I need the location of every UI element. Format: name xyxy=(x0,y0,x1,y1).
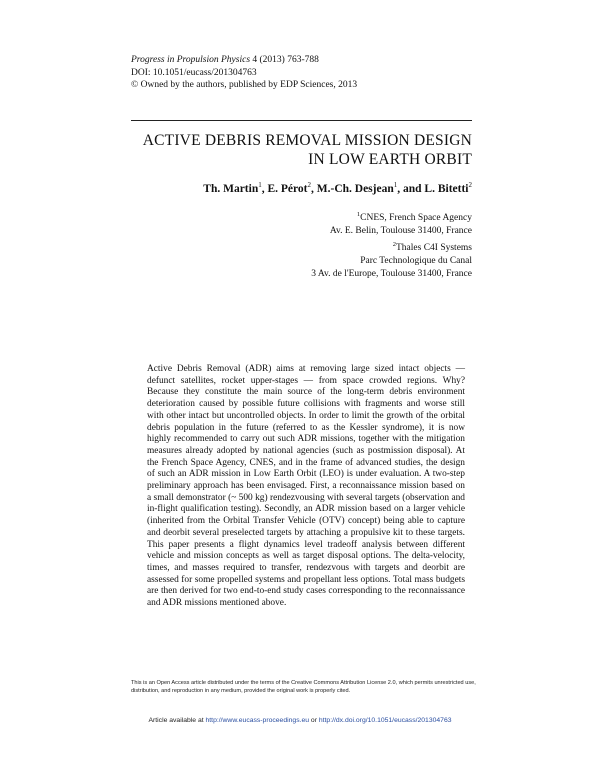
doi-line: DOI: 10.1051/eucass/201304763 xyxy=(131,67,257,78)
title-rule xyxy=(131,120,472,121)
affiliation-2-address-line-1: Parc Technologique du Canal xyxy=(360,256,472,267)
title-line-2: IN LOW EARTH ORBIT xyxy=(308,151,472,168)
author-name: Th. Martin xyxy=(203,182,259,195)
author-affiliation-mark: 2 xyxy=(468,181,472,189)
affiliation-2-name: $^2$Thales C4I Systems xyxy=(392,241,472,254)
affiliations xyxy=(131,208,472,281)
author-name: L. Bitetti xyxy=(424,182,469,195)
author-list: Th. Martin$^1$, E. Pérot$^2$, M.-Ch. Desjean$^1$, and L. Bitetti$^2$ xyxy=(203,181,472,195)
author-name: E. Pérot xyxy=(267,182,308,195)
affiliation-mark: 1 xyxy=(356,211,361,218)
author-affiliation-mark: 1 xyxy=(258,181,262,189)
journal-header xyxy=(131,54,357,92)
affiliation-1-address: Av. E. Belin, Toulouse 31400, France xyxy=(329,226,472,237)
citation-volume-pages: 4 (2013) 763-788 xyxy=(250,55,319,65)
abstract-text: Active Debris Removal (ADR) aims at removing large sized intact objects — defunct satellites, rocket upper-stages — from space crowded regions. Why? Because they constitute the main source of the long-term debris environment deterioration caused by possible future collisions with fragments and worse still with other intact but uncontrolled objects. In order to limit the growth of the orbital debris population in the future (referred to as the Kessler syndrome), it is now highly recommended to carry out such ADR missions, together with the mitigation measures already adopted by national agencies (such as postmission disposal). At the French Space Agency, CNES, and in the frame of advanced studies, the design of such an ADR mission in Low Earth Orbit (LEO) is under evaluation. A two-step preliminary approach has been envisaged. First, a reconnaissance mission based on a small demonstrator (~ 500 kg) rendezvousing with several targets (observation and in-flight qualification testing). Secondly, an ADR mission based on a larger vehicle (inherited from the Orbital Transfer Vehicle (OTV) concept) being able to capture and deorbit several preselected targets by attaching a propulsive kit to these targets. This paper presents a flight dynamics level tradeoff analysis between different vehicle and mission concepts as well as target disposal options. The delta-velocity, times, and masses required to transfer, rendezvous with targets and deorbit are assessed for some propelled systems and propellant less options. Total mass budgets are then derived for two end-to-end study cases corresponding to the reconnaissance and ADR missions mentioned above. xyxy=(147,364,465,609)
author-affiliation-mark: 2 xyxy=(307,181,312,189)
article-availability-footer: Article available at http://www.eucass-proceedings.eu or http://dx.doi.org/10.1051/eucass/201304763 xyxy=(148,717,452,724)
copyright-line: © Owned by the authors, published by EDP Sciences, 2013 xyxy=(131,80,358,90)
paper-title xyxy=(131,131,472,169)
author-affiliation-mark: 1 xyxy=(393,181,398,189)
title-line-1: ACTIVE DEBRIS REMOVAL MISSION DESIGN xyxy=(142,132,472,149)
doi-link[interactable]: http://dx.doi.org/10.1051/eucass/201304763 xyxy=(318,717,452,724)
author-name: M.-Ch. Desjean xyxy=(316,182,394,195)
affiliation-1-name: $^1$CNES, French Space Agency xyxy=(356,211,472,224)
affiliation-mark: 2 xyxy=(392,241,396,249)
journal-name: Progress in Propulsion Physics xyxy=(131,55,251,65)
open-access-license-note: This is an Open Access article distributed under the terms of the Creative Commons Attribution License 2.0, which permits unrestricted use, distribution, and reproduction in any medium, provided the original work is properly cited. xyxy=(131,680,476,694)
citation-line xyxy=(131,54,357,67)
eucass-proceedings-link[interactable]: http://www.eucass-proceedings.eu xyxy=(205,717,310,724)
affiliation-2-address-line-2: 3 Av. de l'Europe, Toulouse 31400, France xyxy=(311,269,472,280)
